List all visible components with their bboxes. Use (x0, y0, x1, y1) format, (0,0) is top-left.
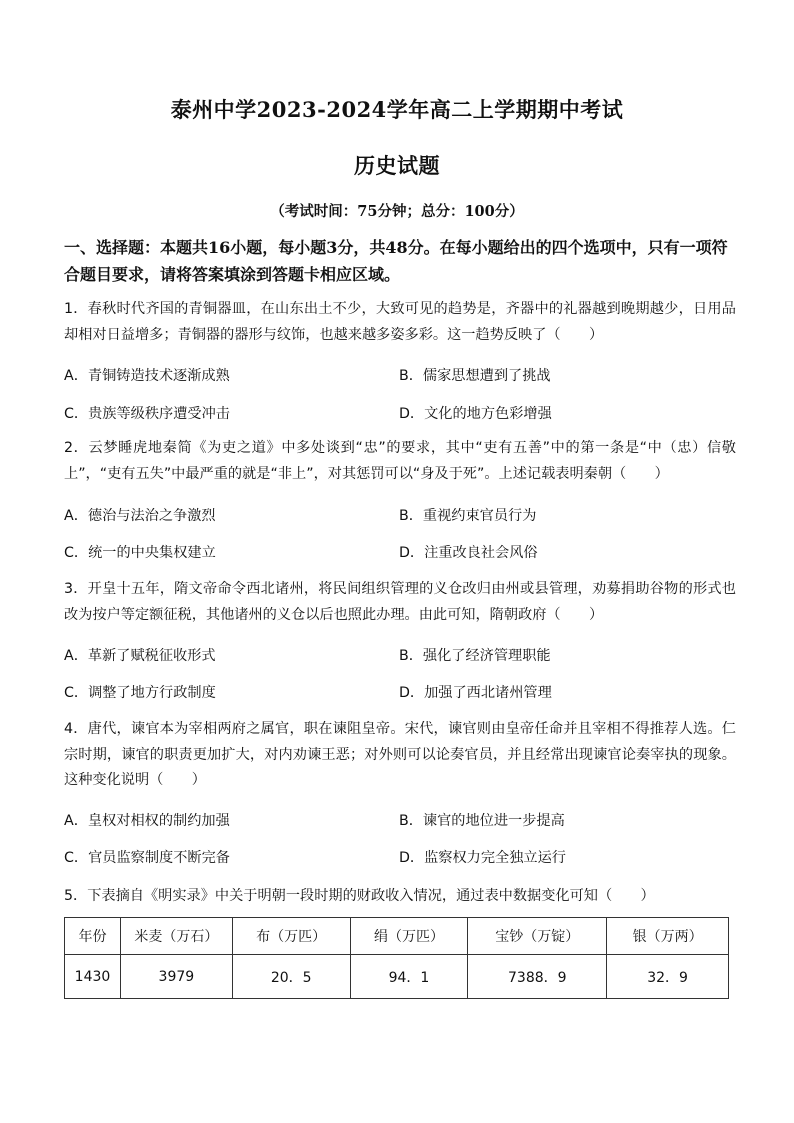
question-1-option-d[interactable]: D．文化的地方色彩增强 (399, 406, 552, 422)
table-header-cell: 米麦（万石） (120, 918, 232, 955)
question-2-option-a[interactable]: A．德治与法治之争激烈 (64, 508, 216, 524)
table-header-cell: 年份 (65, 918, 121, 955)
table-cell: 20．5 (232, 955, 350, 999)
question-3-stem: 3．开皇十五年，隋文帝命令西北诸州，将民间组织管理的义仓改归由州或县管理，劝募捐助谷物的形式也改为按户等定额征税，其他诸州的义仓以后也照此办理。由此可知，隋朝政府（ ） (64, 581, 736, 623)
question-1-option-b[interactable]: B．儒家思想遭到了挑战 (399, 368, 551, 384)
table-cell: 94．1 (350, 955, 468, 999)
table-header-row (65, 918, 729, 955)
question-3-option-d[interactable]: D．加强了西北诸州管理 (399, 685, 552, 701)
question-4-stem: 4．唐代，谏官本为宰相两府之属官，职在谏阻皇帝。宋代，谏官则由皇帝任命并且宰相不得推荐人选。仁宗时期，谏官的职责更加扩大，对内劝谏王恶；对外则可以论奏官员，并且经常出现谏官论奏宰执的现象。这种变化说明（ ） (64, 721, 736, 788)
question-1-stem: 1．春秋时代齐国的青铜器皿，在山东出土不少，大致可见的趋势是，齐器中的礼器越到晚期越少，日用品却相对日益增多；青铜器的器形与纹饰，也越来越多姿多彩。这一趋势反映了（ ） (64, 301, 736, 343)
exam-info: （考试时间：75分钟；总分：100分） (270, 203, 524, 220)
question-3-option-a[interactable]: A．革新了赋税征收形式 (64, 648, 216, 664)
table-cell: 7388．9 (468, 955, 607, 999)
question-3-option-c[interactable]: C．调整了地方行政制度 (64, 685, 216, 701)
fiscal-income-table (64, 917, 729, 999)
question-4-option-b[interactable]: B．谏官的地位进一步提高 (399, 813, 565, 829)
table-cell: 1430 (65, 955, 121, 999)
question-4-option-a[interactable]: A．皇权对相权的制约加强 (64, 813, 230, 829)
table-header-cell: 宝钞（万锭） (468, 918, 607, 955)
question-2-option-c[interactable]: C．统一的中央集权建立 (64, 545, 216, 561)
question-1-option-c[interactable]: C．贵族等级秩序遭受冲击 (64, 406, 230, 422)
question-2-option-d[interactable]: D．注重改良社会风俗 (399, 545, 538, 561)
question-4-option-c[interactable]: C．官员监察制度不断完备 (64, 850, 230, 866)
question-5-stem: 5．下表摘自《明实录》中关于明朝一段时期的财政收入情况，通过表中数据变化可知（ ） (64, 888, 655, 904)
exam-subtitle: 历史试题 (354, 153, 440, 178)
question-3-option-b[interactable]: B．强化了经济管理职能 (399, 648, 551, 664)
question-2-option-b[interactable]: B．重视约束官员行为 (399, 508, 537, 524)
question-4-option-d[interactable]: D．监察权力完全独立运行 (399, 850, 566, 866)
table-header-cell: 布（万匹） (232, 918, 350, 955)
table-header-cell: 绢（万匹） (350, 918, 468, 955)
table-header-cell: 银（万两） (607, 918, 729, 955)
table-cell: 32．9 (607, 955, 729, 999)
table-row (65, 955, 729, 999)
question-1-option-a[interactable]: A．青铜铸造技术逐渐成熟 (64, 368, 230, 384)
table-cell: 3979 (120, 955, 232, 999)
question-2-stem: 2．云梦睡虎地秦简《为吏之道》中多处谈到“忠”的要求，其中“吏有五善”中的第一条是“中（忠）信敬上”，“吏有五失”中最严重的就是“非上”，对其惩罚可以“身及于死”。上述记载表明秦朝（ ） (64, 440, 736, 482)
section-heading: 一、选择题：本题共16小题，每小题3分，共48分。在每小题给出的四个选项中，只有一项符合题目要求，请将答案填涂到答题卡相应区域。 (64, 238, 728, 284)
exam-title: 泰州中学2023-2024学年高二上学期期中考试 (170, 97, 624, 122)
